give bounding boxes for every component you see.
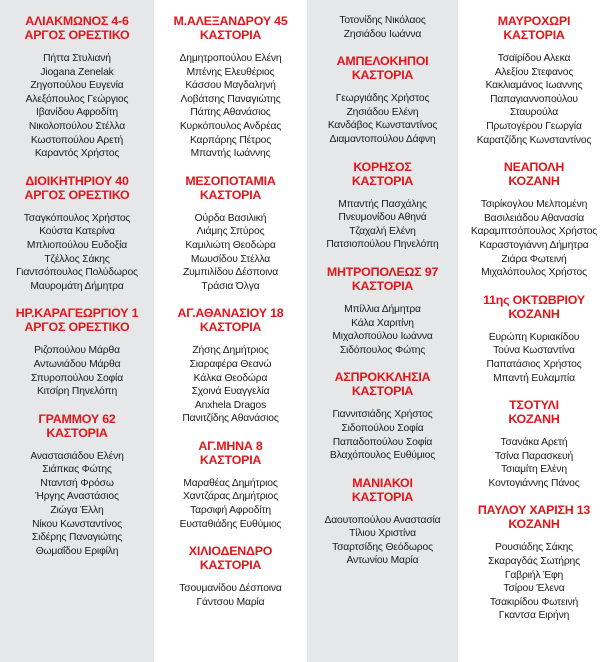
person-name: Τίλιου Χριστίνα [349,528,416,540]
location-section [458,503,610,623]
location-section [458,293,610,385]
person-name: Πατσιοπούλου Πηνελόπη [326,239,439,251]
location-header [307,54,458,82]
location-header [458,398,610,426]
location-section [154,544,307,609]
person-name: Ριζοπούλου Μάρθα [34,345,120,357]
person-name: Μπαντής Πασχάλης [338,198,427,210]
person-name: Πήττα Στυλιανή [43,53,111,64]
location-address: ΑΜΠΕΛΟΚΗΠΟΙ [336,54,429,69]
person-name: Κάλκα Θεοδώρα [193,372,268,384]
location-section [307,14,458,41]
person-name: Αντωνιάδου Μάρθα [33,358,121,370]
person-name: Καρατζίδης Κωνσταντίνος [476,134,592,146]
person-name: Βασιλειάδου Αθανασία [483,212,585,224]
person-name: Γαβριήλ Έφη [504,569,564,581]
person-name: Γιαννιτσιάδης Χρήστος [332,409,433,421]
location-section [458,14,610,147]
person-name: Λοβάτσης Παναγιώτης [180,93,281,105]
person-name: Νταντσή Φρόσω [40,477,114,489]
person-name: Αντωνίου Μαρία [346,555,419,567]
location-town: ΚΑΣΤΟΡΙΑ [351,173,414,188]
location-address: ΜΕΣΟΠΟΤΑΜΙΑ [185,173,276,188]
location-address: ΓΡΑΜΜΟΥ 62 [38,411,116,426]
person-name: Σταυρούλα [509,107,559,119]
location-header [307,160,458,188]
person-name: Μπλιοπούλου Ευδοξία [26,239,128,251]
person-name: Πνευμονίδου Αθηνά [338,212,427,224]
location-address: Μ.ΑΛΕΞΑΝΔΡΟΥ 45 [173,14,288,28]
location-section [154,14,307,161]
location-address: ΜΗΤΡΟΠΟΛΕΩΣ 97 [326,264,439,279]
person-name: Ούρδα Βασιλική [194,212,267,224]
location-town: ΚΑΣΤΟΡΙΑ [46,425,108,440]
location-header [307,476,458,504]
person-name: Καραντός Χρήστος [34,148,120,160]
location-address: ΤΣΟΤΥΛΙ [509,398,559,413]
person-name: Νικολοπούλου Στέλλα [28,120,126,132]
location-header [307,370,458,398]
person-name: Διαμαντοπούλου Δάφνη [329,133,436,145]
person-name: Λιάμης Σπύρος [196,226,265,238]
person-name: Μπαντή Ευλαμπία [493,372,575,384]
person-name: Παπατάσιος Χρήστος [486,358,582,370]
person-name: Ζησιάδου Ελένη [346,106,419,118]
location-address: ΑΣΠΡΟΚΚΛΗΣΙΑ [334,370,431,385]
person-name: Σιδοπούλου Σοφία [341,422,424,434]
person-name: Σιαραφέρα Θεανώ [189,358,272,370]
person-name: Καμιλιώτη Θεοδώρα [185,239,276,251]
person-name: Χαντζάρας Δημήτριος [182,491,279,503]
location-header [458,503,610,531]
person-name: Κανδάβος Κωνσταντίνος [327,120,438,132]
column-4 [458,0,610,662]
location-address: ΑΓ.ΑΘΑΝΑΣΙΟΥ 18 [177,306,284,321]
person-name: Γεωργιάδης Χρήστος [335,93,430,105]
person-name: Παπαγιαννοπούλου [490,93,578,105]
person-name: Κυρκόπουλος Ανδρέας [179,120,282,132]
person-name: Καρπάρης Πέτρος [189,134,272,146]
person-name: Μπαντής Ιωάννης [190,148,271,160]
person-name: Ζησιάδου Ιωάννα [343,28,422,40]
column-2 [154,0,307,662]
location-town: ΚΑΣΤΟΡΙΑ [351,384,414,399]
location-section [154,439,307,531]
location-town: ΚΑΣΤΟΡΙΑ [199,187,262,202]
location-section [458,398,610,490]
person-name: Anxhela Dragos [194,399,267,411]
person-name: Κούστα Κατερίνα [39,226,115,238]
location-address: ΜΑΥΡΟΧΩΡΙ [497,14,571,28]
person-name: Αλεξόπουλος Γεώργιος [25,93,129,105]
person-name: Γκαντσα Ειρήνη [498,610,570,622]
person-name: Κωστοπούλου Αρετή [30,134,124,146]
column-1 [0,0,154,662]
location-section [307,54,458,146]
person-name: Ταρσιφή Αφροδίτη [190,505,271,517]
person-name: Κοντογιάννης Πάνος [488,477,580,489]
location-header [154,544,307,572]
location-address: ΝΕΑΠΟΛΗ [503,160,565,175]
location-header [458,14,610,42]
person-name: Σχοινά Ευαγγελία [191,386,270,398]
person-name: Κάλα Χαριτίνη [351,317,414,329]
location-header [458,160,610,188]
location-town: ΑΡΓΟΣ ΟΡΕΣΤΙΚΟ [24,187,130,202]
location-header [0,174,154,202]
location-section [0,412,154,559]
location-section [0,14,154,161]
person-name: Πανιτζίδης Αθανάσιος [182,413,279,425]
location-address: ΑΛΙΑΚΜΩΝΟΣ 4-6 [25,14,129,28]
person-name: Ζήσης Δημήτριος [192,345,269,357]
person-name: Νίκου Κωνσταντίνος [32,518,122,530]
person-name: Τσιαμίτη Ελένη [500,464,567,476]
person-name: Γάντσου Μαρία [196,596,265,608]
person-name: Βλαχόπουλος Ευθύμιος [329,450,436,462]
person-name: Τζέλλος Σάκης [44,253,110,265]
person-name: Ευσταθιάδης Ευθύμιος [179,518,282,530]
person-name: Τσαγκόπουλος Χρήστος [23,212,131,224]
person-name: Σιδέρης Παναγιώτης [31,532,123,544]
location-header [154,174,307,202]
person-name: Ζυμπιλίδου Δέσποινα [182,267,279,279]
location-address: ΜΑΝΙΑΚΟΙ [352,475,413,490]
person-name: Τσίρου Έλενα [503,583,565,595]
person-name: Κάσσου Μαγδαληνή [185,80,276,92]
location-town: ΚΟΖΑΝΗ [508,517,560,532]
location-town: ΚΟΖΑΝΗ [508,306,560,321]
location-address: ΧΙΛΙΟΔΕΝΔΡΟ [188,544,273,559]
location-header [154,439,307,467]
location-town: ΚΑΣΤΟΡΙΑ [199,558,262,573]
person-name: Ευρώπη Κυριακίδου [488,331,580,343]
location-town: ΚΟΖΑΝΗ [508,412,560,427]
location-town: ΚΑΣΤΟΡΙΑ [351,68,414,83]
person-name: Ζηγοπούλου Ευγενία [30,80,124,92]
person-name: Σιδόπουλος Φώτης [339,344,426,356]
person-name: Jiogana Zenelak [40,66,114,78]
location-header [0,14,154,42]
location-header [0,412,154,440]
location-address: 11ης ΟΚΤΩΒΡΙΟΥ [483,292,585,307]
person-name: Κακλιαμάνος Ιωαννης [485,80,583,92]
person-name: Τσουμανίδου Δέσποινα [179,583,282,595]
location-header [154,14,307,42]
location-town: ΚΑΣΤΟΡΙΑ [351,278,414,293]
person-name: Σπυροπούλου Σοφία [30,372,124,384]
person-name: Τσαϊρίδου Αλεκα [497,53,571,64]
location-header [458,293,610,321]
location-town: ΑΡΓΟΣ ΟΡΕΣΤΙΚΟ [24,28,130,42]
location-section [307,160,458,252]
person-name: Καραμπτσόπουλος Χρήστος [470,226,598,238]
location-address: ΔΙΟΙΚΗΤΗΡΙΟΥ 40 [25,173,129,188]
person-name: Θωμαΐδου Εριφίλη [35,545,119,557]
person-name: Τράσια Όλγα [201,280,260,292]
person-name: Σκαραγδάς Σωτήρης [488,556,580,568]
location-section [307,476,458,568]
person-name: Μιχαλόπουλος Χρήστος [481,267,587,279]
location-town: ΚΑΣΤΟΡΙΑ [351,489,414,504]
location-town: ΚΑΣΤΟΡΙΑ [199,320,262,335]
location-town: ΚΑΣΤΟΡΙΑ [503,28,565,42]
person-name: Τσανάκα Αρετή [500,437,568,449]
person-name: Αλεξίου Στεφανος [494,66,574,78]
person-name: Σιάπκας Φώτης [42,464,112,476]
person-name: Ρουσιάδης Σάκης [494,542,573,554]
person-name: Ζιάρα Φωτεινή [501,253,567,265]
person-name: Δημητροπούλου Ελένη [179,53,282,64]
person-name: Κιτσίρη Πηνελόπη [36,386,118,398]
location-section [307,265,458,357]
location-town: ΚΟΖΑΝΗ [508,174,560,189]
person-name: Ήργης Αναστάσιος [35,491,119,503]
location-town: ΑΡΓΟΣ ΟΡΕΣΤΙΚΟ [24,320,130,335]
location-town: ΚΑΣΤΟΡΙΑ [199,28,262,42]
person-name: Μωυσίδου Στέλλα [190,253,271,265]
person-name: Μπίλλια Δήμητρα [344,303,421,315]
person-name: Μαυρομάτη Δήμητρα [30,280,124,292]
location-section [154,174,307,294]
location-section [154,306,307,426]
person-name: Αναστασιάδου Ελένη [30,450,124,462]
person-name: Δαουτοπούλου Αναστασία [324,514,441,526]
location-section [307,370,458,462]
person-name: Τσαρτσίδης Θεόδωρος [332,541,433,553]
person-name: Ιβανίδου Αφροδίτη [36,107,118,119]
person-name: Μιχαλοπούλου Ιωάννα [332,331,433,343]
person-name: Ζιώγα Έλλη [50,505,104,517]
location-town: ΚΑΣΤΟΡΙΑ [199,452,262,467]
person-name: Τούνα Κωσταντίνα [493,345,575,357]
location-section [458,160,610,280]
location-address: ΑΓ.ΜΗΝΑ 8 [198,438,263,453]
location-address: ΗΡ.ΚΑΡΑΓΕΩΡΓΙΟΥ 1 [15,306,139,321]
person-name: Τζαχαλή Ελένη [349,225,416,237]
location-header [0,306,154,334]
person-name: Τσακιρίδου Φωτεινή [489,596,579,608]
person-name: Παπαδοπούλου Σοφία [332,436,433,448]
person-name: Πρωτογέρου Γεωργία [486,120,582,132]
person-name: Γιαντσόπουλος Πολύδωρος [16,267,138,279]
person-name: Πάπης Αθανάσιος [190,107,271,119]
person-name: Καραστογιάννη Δήμητρα [479,239,589,251]
location-header [307,265,458,293]
location-address: ΠΑΥΛΟΥ ΧΑΡΙΣΗ 13 [477,503,591,518]
person-name: Τοτονίδης Νικόλαος [339,15,426,26]
location-address: ΚΟΡΗΣΟΣ [353,159,412,174]
person-name: Τσίνα Παρασκευή [494,450,574,462]
location-section [0,306,154,398]
column-3 [307,0,458,662]
person-name: Μπένης Ελευθέριος [186,66,275,78]
person-name: Μαραθέας Δημήτριος [183,477,278,489]
location-header [154,306,307,334]
person-name: Τσιρίκογλου Μελπομένη [480,199,588,211]
location-section [0,174,154,294]
